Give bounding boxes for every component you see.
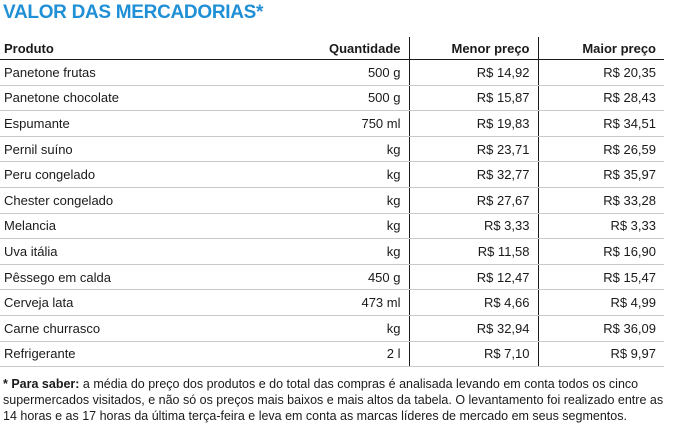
cell-menor-preco: R$ 27,67 bbox=[409, 187, 538, 213]
cell-quantidade: 450 g bbox=[280, 264, 409, 290]
cell-quantidade: kg bbox=[280, 162, 409, 188]
cell-produto: Melancia bbox=[0, 213, 280, 239]
header-maior-preco: Maior preço bbox=[538, 37, 664, 60]
cell-menor-preco: R$ 32,77 bbox=[409, 162, 538, 188]
cell-menor-preco: R$ 7,10 bbox=[409, 341, 538, 367]
table-row bbox=[0, 111, 664, 137]
cell-produto: Chester congelado bbox=[0, 187, 280, 213]
page-title: VALOR DAS MERCADORIAS* bbox=[3, 2, 264, 23]
cell-produto: Cerveja lata bbox=[0, 290, 280, 316]
table-row bbox=[0, 213, 664, 239]
table-row bbox=[0, 264, 664, 290]
table-row bbox=[0, 315, 664, 341]
cell-menor-preco: R$ 32,94 bbox=[409, 315, 538, 341]
cell-menor-preco: R$ 23,71 bbox=[409, 136, 538, 162]
cell-quantidade: kg bbox=[280, 315, 409, 341]
table-row bbox=[0, 239, 664, 265]
cell-quantidade: kg bbox=[280, 239, 409, 265]
cell-maior-preco: R$ 4,99 bbox=[538, 290, 664, 316]
cell-menor-preco: R$ 4,66 bbox=[409, 290, 538, 316]
cell-produto: Panetone frutas bbox=[0, 60, 280, 86]
cell-quantidade: 2 l bbox=[280, 341, 409, 367]
cell-maior-preco: R$ 16,90 bbox=[538, 239, 664, 265]
cell-quantidade: 473 ml bbox=[280, 290, 409, 316]
cell-maior-preco: R$ 35,97 bbox=[538, 162, 664, 188]
cell-maior-preco: R$ 34,51 bbox=[538, 111, 664, 137]
header-menor-preco: Menor preço bbox=[409, 37, 538, 60]
cell-maior-preco: R$ 28,43 bbox=[538, 85, 664, 111]
cell-menor-preco: R$ 19,83 bbox=[409, 111, 538, 137]
cell-produto: Pêssego em calda bbox=[0, 264, 280, 290]
cell-maior-preco: R$ 9,97 bbox=[538, 341, 664, 367]
cell-quantidade: 500 g bbox=[280, 85, 409, 111]
cell-maior-preco: R$ 36,09 bbox=[538, 315, 664, 341]
table-row bbox=[0, 136, 664, 162]
table-header-row bbox=[0, 37, 664, 60]
cell-maior-preco: R$ 26,59 bbox=[538, 136, 664, 162]
table-row bbox=[0, 187, 664, 213]
footnote bbox=[3, 376, 667, 424]
header-produto: Produto bbox=[0, 37, 280, 60]
price-table bbox=[0, 37, 664, 367]
cell-menor-preco: R$ 12,47 bbox=[409, 264, 538, 290]
header-quantidade: Quantidade bbox=[280, 37, 409, 60]
cell-maior-preco: R$ 15,47 bbox=[538, 264, 664, 290]
cell-quantidade: kg bbox=[280, 213, 409, 239]
table-row bbox=[0, 85, 664, 111]
footnote-text: a média do preço dos produtos e do total das compras é analisada levando em conta todos os cinco supermercados visitados, e não só os preços mais baixos e mais altos da tabela. O levantamento foi realizado entre as 14 horas e as 17 horas da última terça-feira e leva em conta as marcas líderes de mercado em seus segmentos. bbox=[3, 377, 664, 423]
cell-menor-preco: R$ 15,87 bbox=[409, 85, 538, 111]
cell-quantidade: kg bbox=[280, 187, 409, 213]
cell-menor-preco: R$ 3,33 bbox=[409, 213, 538, 239]
cell-produto: Panetone chocolate bbox=[0, 85, 280, 111]
cell-produto: Pernil suíno bbox=[0, 136, 280, 162]
table-row bbox=[0, 341, 664, 367]
cell-quantidade: kg bbox=[280, 136, 409, 162]
cell-maior-preco: R$ 20,35 bbox=[538, 60, 664, 86]
table-row bbox=[0, 162, 664, 188]
cell-produto: Peru congelado bbox=[0, 162, 280, 188]
cell-quantidade: 750 ml bbox=[280, 111, 409, 137]
cell-produto: Uva itália bbox=[0, 239, 280, 265]
table-row bbox=[0, 290, 664, 316]
cell-produto: Carne churrasco bbox=[0, 315, 280, 341]
cell-maior-preco: R$ 33,28 bbox=[538, 187, 664, 213]
table-row bbox=[0, 60, 664, 86]
cell-menor-preco: R$ 14,92 bbox=[409, 60, 538, 86]
footnote-label: * Para saber: bbox=[3, 377, 80, 391]
cell-maior-preco: R$ 3,33 bbox=[538, 213, 664, 239]
cell-menor-preco: R$ 11,58 bbox=[409, 239, 538, 265]
cell-produto: Espumante bbox=[0, 111, 280, 137]
cell-produto: Refrigerante bbox=[0, 341, 280, 367]
cell-quantidade: 500 g bbox=[280, 60, 409, 86]
